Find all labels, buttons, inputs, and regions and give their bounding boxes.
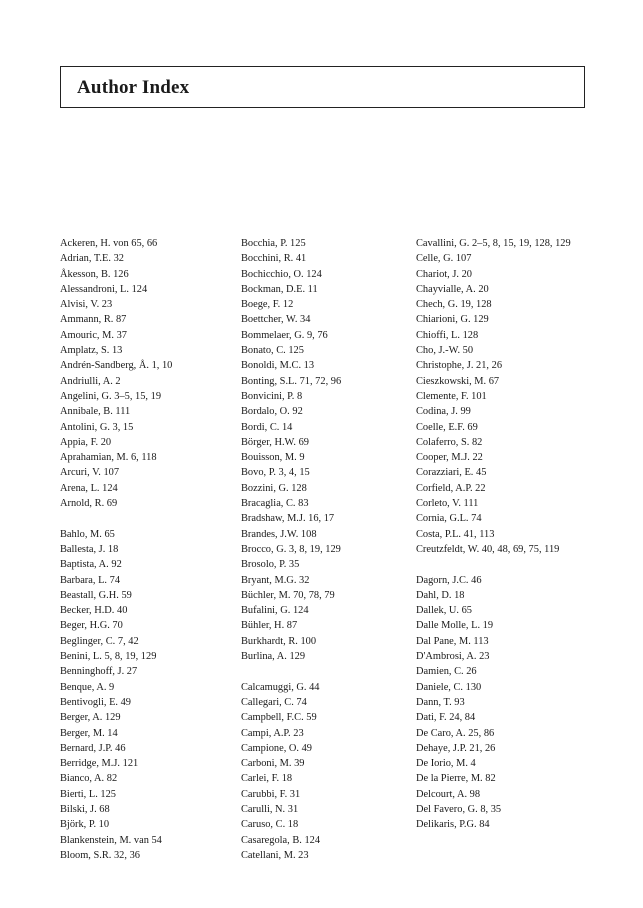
index-entry: Del Favero, G. 8, 35 bbox=[416, 803, 502, 815]
index-entry: Bloom, S.R. 32, 36 bbox=[60, 849, 140, 861]
index-entry: Brosolo, P. 35 bbox=[241, 559, 300, 571]
index-entry: Dalle Molle, L. 19 bbox=[416, 620, 494, 632]
page-title: Author Index bbox=[77, 77, 190, 98]
index-entry: Delikaris, P.G. 84 bbox=[416, 819, 490, 831]
index-entry: Casaregola, B. 124 bbox=[241, 834, 321, 846]
index-entry: Berridge, M.J. 121 bbox=[60, 758, 139, 770]
index-entry: Cieszkowski, M. 67 bbox=[416, 375, 500, 387]
index-entry: Brocco, G. 3, 8, 19, 129 bbox=[241, 543, 341, 555]
index-entry: Arena, L. 124 bbox=[60, 482, 118, 494]
index-entry: Cho, J.-W. 50 bbox=[416, 345, 474, 357]
index-entry: Dagorn, J.C. 46 bbox=[416, 574, 482, 586]
index-entry: Bryant, M.G. 32 bbox=[241, 574, 310, 586]
index-entry: Bonvicini, P. 8 bbox=[241, 390, 303, 402]
index-entry: Boege, F. 12 bbox=[241, 299, 294, 311]
index-entry: Amouric, M. 37 bbox=[60, 329, 127, 341]
index-entry: Bovo, P. 3, 4, 15 bbox=[241, 467, 310, 479]
index-entry: Carubbi, F. 31 bbox=[241, 788, 301, 800]
index-column-1 bbox=[60, 236, 230, 863]
index-entry: Chariot, J. 20 bbox=[416, 268, 472, 280]
index-entry: Colaferro, S. 82 bbox=[416, 436, 483, 448]
index-entry: Bonoldi, M.C. 13 bbox=[241, 360, 315, 372]
index-entry: Ammann, R. 87 bbox=[60, 314, 127, 326]
index-entry: Alvisi, V. 23 bbox=[60, 299, 113, 311]
index-entry: Callegari, C. 74 bbox=[241, 696, 307, 708]
index-entry: Boettcher, W. 34 bbox=[241, 314, 311, 326]
index-entry: Catellani, M. 23 bbox=[241, 849, 309, 861]
index-entry: Berger, M. 14 bbox=[60, 727, 118, 739]
index-entry: Cornia, G.L. 74 bbox=[416, 513, 482, 525]
index-entry: De la Pierre, M. 82 bbox=[416, 773, 496, 785]
index-entry: De Caro, A. 25, 86 bbox=[416, 727, 495, 739]
index-entry: Beastall, G.H. 59 bbox=[60, 589, 132, 601]
index-entry: Celle, G. 107 bbox=[416, 253, 472, 265]
index-entry: Aprahamian, M. 6, 118 bbox=[60, 452, 157, 464]
index-entry: Burlina, A. 129 bbox=[241, 651, 306, 663]
index-entry: Bernard, J.P. 46 bbox=[60, 742, 126, 754]
index-entry: Appia, F. 20 bbox=[60, 436, 112, 448]
index-entry: Corfield, A.P. 22 bbox=[416, 482, 486, 494]
index-entry: Börger, H.W. 69 bbox=[241, 436, 309, 448]
index-entry: Bianco, A. 82 bbox=[60, 773, 118, 785]
index-entry: Baptista, A. 92 bbox=[60, 559, 122, 571]
index-entry: Andriulli, A. 2 bbox=[60, 375, 121, 387]
index-entry: Dahl, D. 18 bbox=[416, 589, 465, 601]
index-entry: Corleto, V. 111 bbox=[416, 498, 479, 510]
index-entry: Bocchini, R. 41 bbox=[241, 253, 307, 265]
index-entry: Bochicchio, O. 124 bbox=[241, 268, 322, 280]
index-entry: Arcuri, V. 107 bbox=[60, 467, 120, 479]
title-box bbox=[60, 66, 585, 108]
index-entry: Calcamuggi, G. 44 bbox=[241, 681, 320, 693]
index-entry: Creutzfeldt, W. 40, 48, 69, 75, 119 bbox=[416, 543, 560, 555]
index-entry: Dehaye, J.P. 21, 26 bbox=[416, 742, 496, 754]
index-entry: Berger, A. 129 bbox=[60, 712, 121, 724]
index-entry: Bentivogli, E. 49 bbox=[60, 696, 131, 708]
index-entry: Bracaglia, C. 83 bbox=[241, 498, 309, 510]
index-entry: Brandes, J.W. 108 bbox=[241, 528, 317, 540]
index-entry: De Iorio, M. 4 bbox=[416, 758, 476, 770]
index-entry: Burkhardt, R. 100 bbox=[241, 635, 317, 647]
index-entry: Alessandroni, L. 124 bbox=[60, 283, 148, 295]
index-entry: Dallek, U. 65 bbox=[416, 605, 472, 617]
group-spacer bbox=[60, 511, 230, 526]
index-entry: Christophe, J. 21, 26 bbox=[416, 360, 503, 372]
index-entry: Becker, H.D. 40 bbox=[60, 605, 128, 617]
index-entry: D'Ambrosi, A. 23 bbox=[416, 651, 490, 663]
group-spacer bbox=[416, 557, 596, 572]
index-entry: Carulli, N. 31 bbox=[241, 803, 299, 815]
index-entry: Bonting, S.L. 71, 72, 96 bbox=[241, 375, 342, 387]
index-entry: Delcourt, A. 98 bbox=[416, 788, 481, 800]
index-entry: Bordi, C. 14 bbox=[241, 421, 293, 433]
index-entry: Damien, C. 26 bbox=[416, 666, 477, 678]
index-entry: Annibale, B. 111 bbox=[60, 406, 131, 418]
index-entry: Daniele, C. 130 bbox=[416, 681, 482, 693]
index-entry: Codina, J. 99 bbox=[416, 406, 471, 418]
index-entry: Benninghoff, J. 27 bbox=[60, 666, 138, 678]
index-entry: Bahlo, M. 65 bbox=[60, 528, 115, 540]
index-entry: Blankenstein, M. van 54 bbox=[60, 834, 162, 846]
index-entry: Bonato, C. 125 bbox=[241, 345, 304, 357]
index-entry: Carlei, F. 18 bbox=[241, 773, 293, 785]
index-entry: Angelini, G. 3–5, 15, 19 bbox=[60, 390, 162, 402]
index-entry: Bordalo, O. 92 bbox=[241, 406, 303, 418]
index-entry: Benque, A. 9 bbox=[60, 681, 115, 693]
index-entry: Barbara, L. 74 bbox=[60, 574, 121, 586]
index-entry: Björk, P. 10 bbox=[60, 819, 110, 831]
index-entry: Benini, L. 5, 8, 19, 129 bbox=[60, 651, 157, 663]
index-entry: Beger, H.G. 70 bbox=[60, 620, 123, 632]
index-entry: Adrian, T.E. 32 bbox=[60, 253, 124, 265]
index-entry: Coelle, E.F. 69 bbox=[416, 421, 478, 433]
index-entry: Cooper, M.J. 22 bbox=[416, 452, 483, 464]
index-entry: Carboni, M. 39 bbox=[241, 758, 305, 770]
index-entry: Caruso, C. 18 bbox=[241, 819, 299, 831]
index-column-3 bbox=[416, 236, 596, 833]
index-entry: Chioffi, L. 128 bbox=[416, 329, 479, 341]
index-entry: Campi, A.P. 23 bbox=[241, 727, 304, 739]
index-entry: Bommelaer, G. 9, 76 bbox=[241, 329, 328, 341]
index-entry: Costa, P.L. 41, 113 bbox=[416, 528, 495, 540]
index-entry: Arnold, R. 69 bbox=[60, 498, 118, 510]
index-entry: Bradshaw, M.J. 16, 17 bbox=[241, 513, 335, 525]
index-entry: Amplatz, S. 13 bbox=[60, 345, 123, 357]
index-entry: Bockman, D.E. 11 bbox=[241, 283, 318, 295]
index-entry: Chayvialle, A. 20 bbox=[416, 283, 489, 295]
index-entry: Cavallini, G. 2–5, 8, 15, 19, 128, 129 bbox=[416, 238, 571, 249]
group-spacer bbox=[241, 664, 411, 679]
index-entry: Campione, O. 49 bbox=[241, 742, 312, 754]
index-entry: Büchler, M. 70, 78, 79 bbox=[241, 589, 335, 601]
index-entry: Ballesta, J. 18 bbox=[60, 543, 119, 555]
index-entry: Dati, F. 24, 84 bbox=[416, 712, 476, 724]
index-entry: Corazziari, E. 45 bbox=[416, 467, 487, 479]
index-entry: Andrén-Sandberg, Å. 1, 10 bbox=[60, 360, 173, 372]
index-entry: Bilski, J. 68 bbox=[60, 803, 110, 815]
index-entry: Ackeren, H. von 65, 66 bbox=[60, 238, 158, 249]
index-entry: Clemente, F. 101 bbox=[416, 390, 487, 402]
index-entry: Bufalini, G. 124 bbox=[241, 605, 309, 617]
index-entry: Åkesson, B. 126 bbox=[60, 268, 129, 280]
index-entry: Bozzini, G. 128 bbox=[241, 482, 307, 494]
index-entry: Dal Pane, M. 113 bbox=[416, 635, 489, 647]
index-entry: Bouisson, M. 9 bbox=[241, 452, 305, 464]
index-entry: Chech, G. 19, 128 bbox=[416, 299, 492, 311]
index-entry: Bocchia, P. 125 bbox=[241, 238, 306, 249]
index-entry: Bierti, L. 125 bbox=[60, 788, 116, 800]
index-entry: Bühler, H. 87 bbox=[241, 620, 298, 632]
index-entry: Chiarioni, G. 129 bbox=[416, 314, 489, 326]
index-entry: Beglinger, C. 7, 42 bbox=[60, 635, 139, 647]
index-entry: Dann, T. 93 bbox=[416, 696, 465, 708]
index-column-2 bbox=[241, 236, 411, 863]
index-entry: Campbell, F.C. 59 bbox=[241, 712, 317, 724]
index-entry: Antolini, G. 3, 15 bbox=[60, 421, 134, 433]
